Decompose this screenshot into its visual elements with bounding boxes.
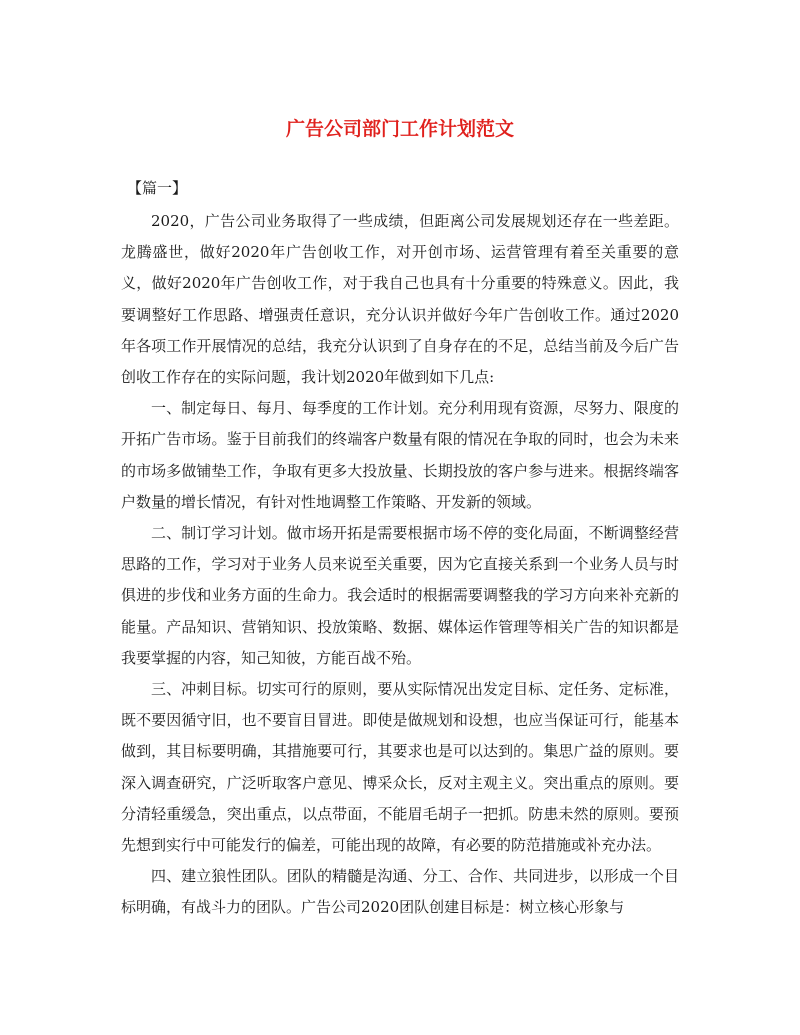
paragraph-point-4: 四、建立狼性团队。团队的精髓是沟通、分工、合作、共同进步，以形成一个目标明确，有战斗力的团队。广告公司2020团队创建目标是：树立核心形象与 (121, 867, 679, 917)
paragraph-point-3: 三、冲刺目标。切实可行的原则，要从实际情况出发定目标、定任务、定标准，既不要因循守旧，也不要盲目冒进。即使是做规划和设想，也应当保证可行，能基本做到，其目标要明确，其措施要可行，其要求也是可以达到的。集思广益的原则。要深入调查研究，广泛听取客户意见、博采众长，反对主观主义。突出重点的原则。要分清轻重缓急，突出重点，以点带面，不能眉毛胡子一把抓。防患未然的原则。要预先想到实行中可能发行的偏差，可能出现的故障，有必要的防范措施或补充办法。 (121, 680, 679, 855)
document-body (121, 206, 679, 924)
paragraph-intro: 2020，广告公司业务取得了一些成绩，但距离公司发展规划还存在一些差距。龙腾盛世，做好2020年广告创收工作，对开创市场、运营管理有着至关重要的意义，做好2020年广告创收工作，对于我自己也具有十分重要的特殊意义。因此，我要调整好工作思路、增强责任意识，充分认识并做好今年广告创收工作。通过2020年各项工作开展情况的总结，我充分认识到了自身存在的不足，总结当前及今后广告创收工作存在的实际问题，我计划2020年做到如下几点: (121, 212, 679, 387)
paragraph-point-1: 一、制定每日、每月、每季度的工作计划。充分利用现有资源，尽努力、限度的开拓广告市场。鉴于目前我们的终端客户数量有限的情况在争取的同时，也会为未来的市场多做铺垫工作，争取有更多大投放量、长期投放的客户参与进来。根据终端客户数量的增长情况，有针对性地调整工作策略、开发新的领域。 (121, 399, 679, 511)
document-title: 广告公司部门工作计划范文 (285, 118, 514, 140)
section-label: 【篇一】 (127, 179, 188, 197)
paragraph-point-2: 二、制订学习计划。做市场开拓是需要根据市场不停的变化局面，不断调整经营思路的工作，学习对于业务人员来说至关重要，因为它直接关系到一个业务人员与时俱进的步伐和业务方面的生命力。我会适时的根据需要调整我的学习方向来补充新的能量。产品知识、营销知识、投放策略、数据、媒体运作管理等相关广告的知识都是我要掌握的内容，知己知彼，方能百战不殆。 (121, 524, 679, 667)
